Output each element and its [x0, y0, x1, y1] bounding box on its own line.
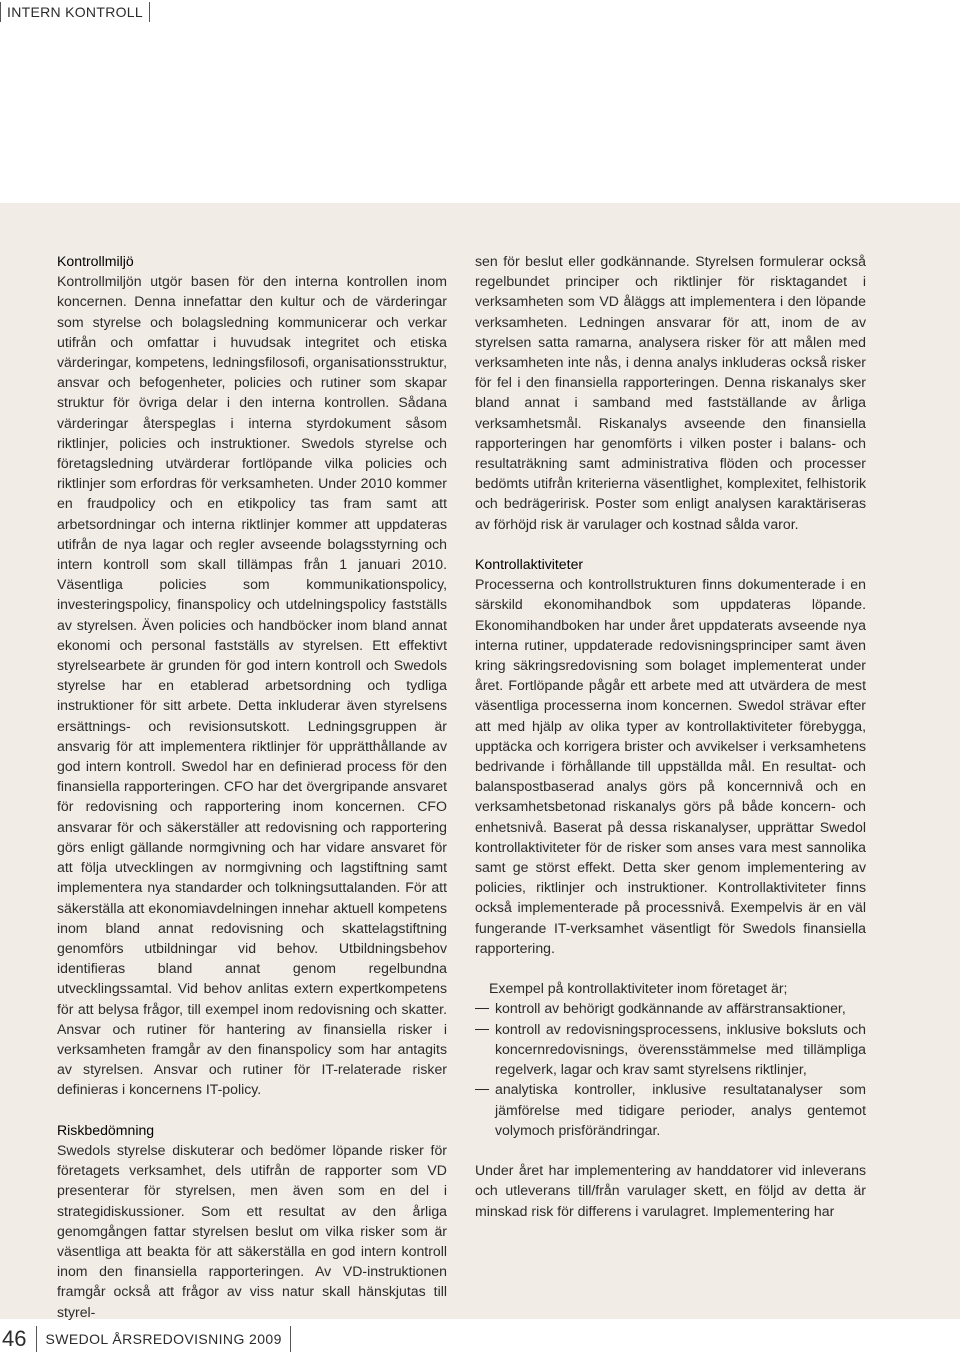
right-column: [475, 251, 866, 1221]
running-header: [0, 0, 150, 24]
examples-intro: Exempel på kontrollaktiviteter inom företaget är;: [489, 980, 788, 997]
page-number: 46: [2, 1326, 27, 1351]
publication-title: SWEDOL ÅRSREDOVISNING 2009: [45, 1331, 282, 1347]
left-column: [57, 251, 447, 1322]
paragraph-riskbedomning: Swedols styrelse diskuterar och bedömer löpande risker för företagets verksamhet, dels utifrån de rapporter som VD presenterar för styrelsen, men även som en del i strategidiskussioner. Som ett resultat av den årliga genomgången fattar styrelsen beslut om vilka risker som är väsentliga att beakta för att säkerställa en god intern kontroll inom den finansiella rapporteringen. Av VD-instruktionen framgår också att frågor av viss natur skall hänskjutas till styrel-: [57, 1141, 447, 1320]
examples-list: [475, 998, 866, 1139]
list-item: kontroll av redovisningsprocessens, inklusive boksluts och koncernredovisnings, överensstämmelse med tillämpliga regelverk, lagar och krav samt styrelsens riktlinjer,: [475, 1019, 866, 1080]
paragraph-continuation: sen för beslut eller godkännande. Styrelsen formulerar också regelbundet principer och riktlinjer för risktagandet i verksamheten som VD åläggs att implementera i den löpande verksamheten. Ledningen ansvarar för att, inom de av styrelsen satta ramarna, analysera risker för att målen med verksamheten inte nås, i denna analys inkluderas också risker för fel i den finansiella rapporteringen. Denna riskanalys sker bland annat i samband med fastställande av årliga verksamhetsmål. Riskanalys avseende den finansiella rapporteringen har genomförts i vilken poster i balans- och resultaträkning samt administrativa flöden och processer bedömts utifrån kriterierna väsentlighet, komplexitet, felhistorik och bedrägeririsk. Poster som enligt analysen karaktäriseras av förhöjd risk är varulager och kostnad sålda varor.: [475, 253, 866, 532]
list-item: analytiska kontroller, inklusive resultatanalyser som jämförelse med tidigare perioder, analys gentemot volymoch prisförändringar.: [475, 1079, 866, 1140]
heading-kontrollmiljo: Kontrollmiljö: [57, 253, 134, 269]
section-label: INTERN KONTROLL: [7, 4, 143, 20]
footer-divider: [290, 1326, 291, 1352]
paragraph-kontrollaktiviteter: Processerna och kontrollstrukturen finns dokumenterade i en särskild ekonomihandbok som uppdateras löpande. Ekonomihandboken har under året uppdaterats avseende nya interna rutiner, uppdaterade redovisningsprinciper samt även kring säkringsredovisning som bolaget implementerat under året. Fortlöpande pågår ett arbete med att utvärdera de mest väsentliga processerna inom koncernen. Swedol strävar efter att med hjälp av olika typer av kontrollaktiviteter förebygga, upptäcka och korrigera brister och avvikelser i verksamhetens bedrivande i förhållande till uppställda mål. En resultat- och balanspostbaserad analys görs på koncernnivå och en verksamhetsbetonad riskanalys görs på både koncern- och enhetsnivå. Baserat på dessa riskanalyser, upprättar Swedol kontrollaktiviteter för de risker som anses vara mest sannolika samt ge störst effekt. Detta sker genom implementering av policies, riktlinjer och instruktioner. Kontrollaktiviteter finns också implementerade på processnivå. Exempelvis är en väl fungerande IT-verksamhet väsentligt för Swedols finansiella rapportering.: [475, 576, 866, 956]
paragraph-kontrollmiljo: Kontrollmiljön utgör basen för den interna kontrollen inom koncernen. Denna innefattar den kultur och de värderingar som styrelse och bolagsledning kommunicerar och verkar utifrån och omfattar i huvudsak integritet och etiska värderingar, kompetens, ledningsfilosofi, organisationsstruktur, ansvar och befogenheter, policies och rutiner som skapar struktur för övriga delar i den interna kontrollen. Sådana värderingar återspeglas i interna styrdokument såsom riktlinjer, policies och instruktioner. Swedols styrelse och företagsledning utvärderar fortlöpande vilka policies och riktlinjer som erfordras för verksamheten. Under 2010 kommer en fraudpolicy och en etikpolicy tas fram samt att arbetsordningar och interna riktlinjer kommer att uppdateras utifrån de nya lagar och regler avseende bolagsstyrning och intern kontroll som skall tillämpas från 1 januari 2010. Väsentliga policies som kommunikationspolicy, investeringspolicy, finanspolicy och utdelningspolicy fastställs av styrelsen. Även policies och handböcker inom bland annat ekonomi och personal fastställs av styrelsen. Ett effektivt styrelsearbete är grunden för god intern kontroll och Swedols styrelse har en etablerad arbetsordning och tydliga instruktioner för sitt arbete. Detta inkluderar även styrelsens ersättnings- och revisionsutskott. Ledningsgruppen är ansvarig för att implementera riktlinjer för upprätthållande av god intern kontroll. Swedol har en definierad process för den finansiella rapporteringen. CFO har det övergripande ansvaret för redovisning och rapportering inom koncernen. CFO ansvarar för och säkerställer att redovisning och rapportering görs enligt gällande normgivning och har vidare ansvaret för att följa utvecklingen av normgivning och lagstiftning samt implementera nya standarder och tolkningsuttalanden. För att säkerställa att ekonomiavdelningen innehar aktuell kompetens inom bland annat redovisning och skattelagstiftning genomförs utbildningar vid behov. Utbildningsbehov identifieras bland annat genom regelbundna utvecklingssamtal. Vid behov anlitas extern expertkompetens för att belysa frågor, till exempel inom redovisning och skatter. Ansvar och rutiner för hantering av finansiella risker i verksamheten framgår av den finanspolicy som har antagits av styrelsen. Ansvar och rutiner för IT-relaterade risker definieras i koncernens IT-policy.: [57, 273, 447, 1098]
page-footer: [0, 1322, 291, 1356]
heading-riskbedomning: Riskbedömning: [57, 1121, 155, 1138]
paragraph-closing: Under året har implementering av handdatorer vid inleverans och utleverans till/från varulager skett, en följd av detta är minskad risk för differens i varulagret. Implementering har: [475, 1162, 866, 1219]
heading-kontrollaktiviteter: Kontrollaktiviteter: [475, 556, 584, 573]
list-item: kontroll av behörigt godkännande av affärstransaktioner,: [475, 998, 866, 1018]
header-divider: [149, 2, 150, 22]
